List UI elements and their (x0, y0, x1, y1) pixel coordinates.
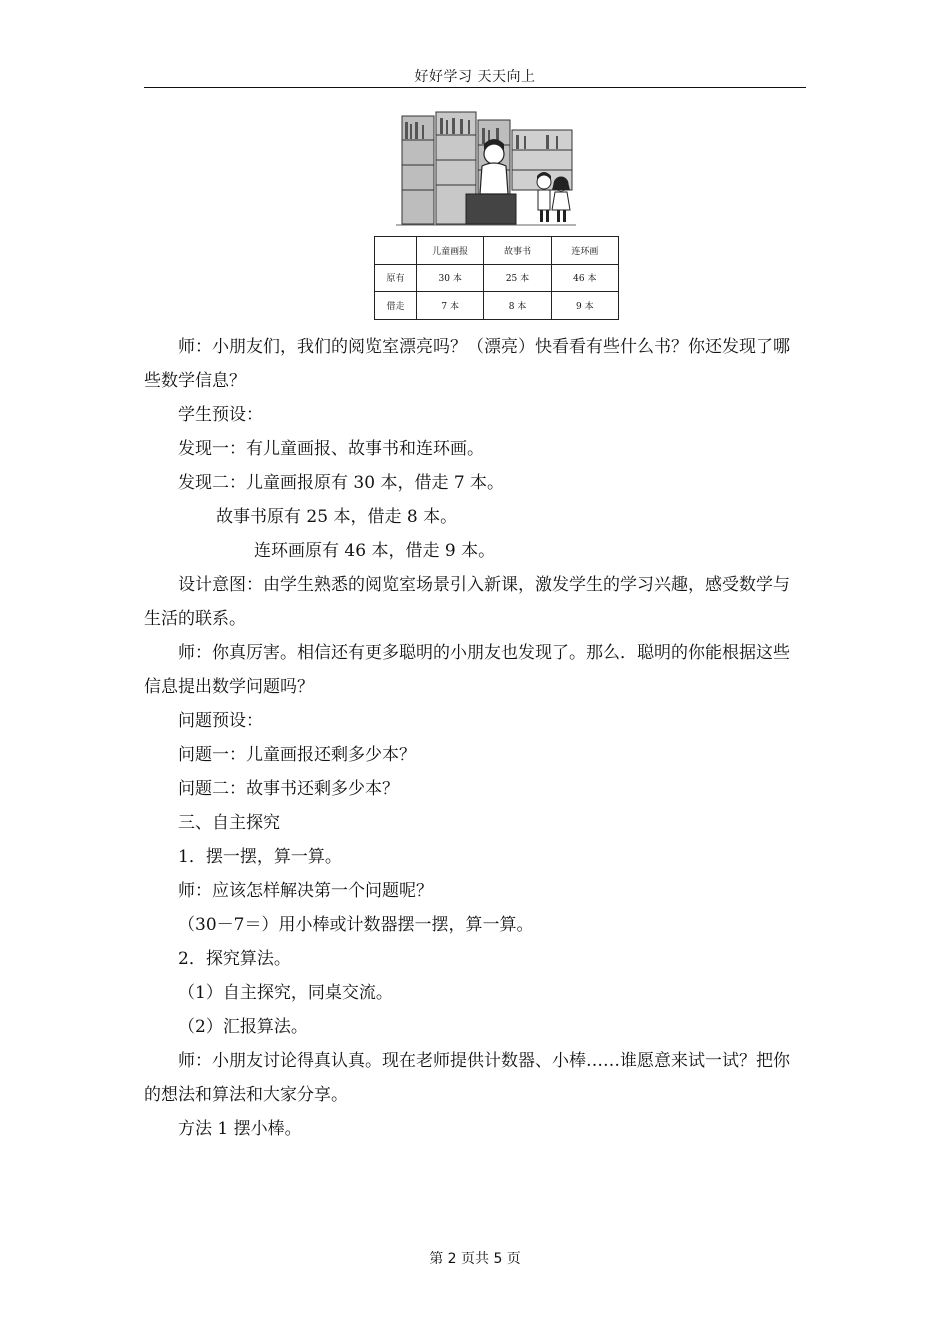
paragraph: 1．摆一摆，算一算。 (178, 847, 342, 867)
table-cell: 7 本 (417, 292, 484, 320)
table-cell: 46 本 (551, 264, 618, 292)
paragraph: 学生预设： (178, 405, 263, 425)
paragraph: 2．探究算法。 (178, 949, 291, 969)
paragraph: 设计意图：由学生熟悉的阅览室场景引入新课，激发学生的学习兴趣，感受数学与生活的联系。 (144, 575, 790, 629)
table-cell: 25 本 (484, 264, 551, 292)
table-header-row (375, 237, 619, 265)
paragraph: 师：应该怎样解决第一个问题呢？ (178, 881, 433, 901)
table-header-cell: 故事书 (484, 237, 551, 265)
paragraph: 问题预设： (178, 711, 263, 731)
table-cell: 8 本 (484, 292, 551, 320)
paragraph: 师：你真厉害。相信还有更多聪明的小朋友也发现了。那么．聪明的你能根据这些信息提出数学问题吗？ (144, 643, 790, 697)
header-rule (144, 87, 806, 88)
row-label: 借走 (375, 292, 417, 320)
paragraph: 问题二：故事书还剩多少本？ (178, 779, 399, 799)
book-info-table (374, 236, 619, 320)
table-header-cell: 儿童画报 (417, 237, 484, 265)
paragraph: 发现一：有儿童画报、故事书和连环画。 (178, 439, 484, 459)
table-cell: 30 本 (417, 264, 484, 292)
paragraph: 连环画原有 46 本，借走 9 本。 (254, 541, 496, 561)
paragraph: 故事书原有 25 本，借走 8 本。 (216, 507, 458, 527)
table-cell: 9 本 (551, 292, 618, 320)
paragraph: （2）汇报算法。 (178, 1017, 308, 1037)
paragraph: 发现二：儿童画报原有 30 本，借走 7 本。 (178, 473, 505, 493)
paragraph: （1）自主探究，同桌交流。 (178, 983, 393, 1003)
row-label: 原有 (375, 264, 417, 292)
table-row (375, 264, 619, 292)
page-header: 好好学习 天天向上 (414, 69, 536, 85)
table-header-cell (375, 237, 417, 265)
paragraph: 方法 1 摆小棒。 (178, 1119, 302, 1139)
book-info-table-wrap (374, 236, 619, 320)
page-footer: 第 2 页共 5 页 (429, 1251, 521, 1267)
section-heading: 三、自主探究 (178, 813, 280, 833)
paragraph: （30－7＝）用小棒或计数器摆一摆，算一算。 (178, 915, 534, 935)
paragraph: 师：小朋友们，我们的阅览室漂亮吗？（漂亮）快看看有些什么书？你还发现了哪些数学信息？ (144, 337, 790, 391)
table-header-cell: 连环画 (551, 237, 618, 265)
reading-room-illustration (396, 110, 576, 228)
lesson-body (144, 330, 806, 1146)
paragraph: 问题一：儿童画报还剩多少本？ (178, 745, 416, 765)
table-row (375, 292, 619, 320)
paragraph: 师：小朋友讨论得真认真。现在老师提供计数器、小棒……谁愿意来试一试？把你的想法和算法和大家分享。 (144, 1051, 790, 1105)
